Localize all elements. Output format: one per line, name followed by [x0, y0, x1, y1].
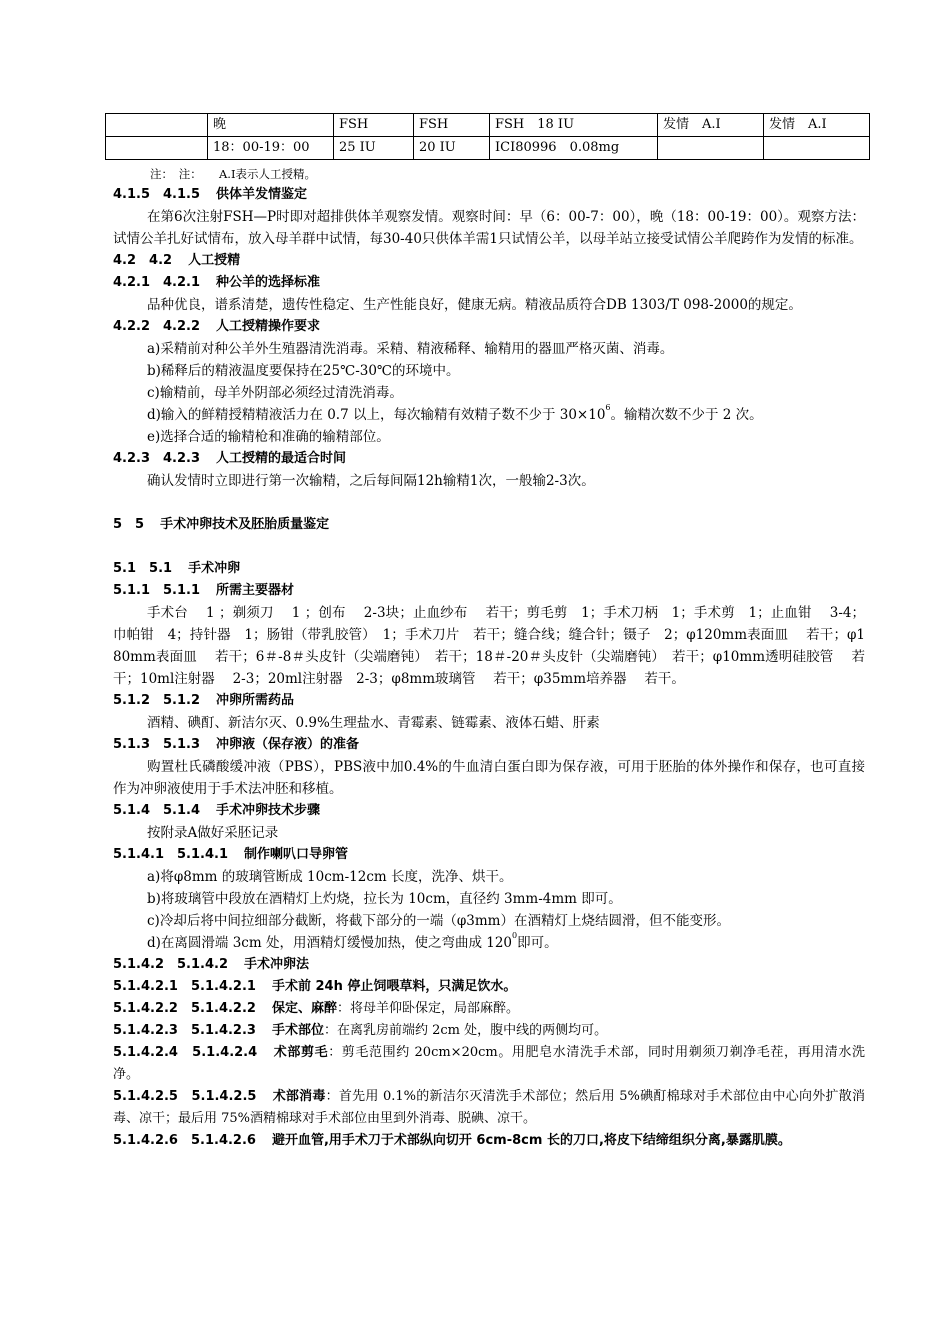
list-item: c)输精前，母羊外阴部必须经过清洗消毒。 [147, 385, 403, 401]
item-5-1-4-2-3: 5.1.4.2.3 5.1.4.2.3 手术部位：在离乳房前端约 2cm 处，腹中线的两侧均可。 [113, 1023, 608, 1038]
heading-5-1-3: 5.1.3 5.1.3 冲卵液（保存液）的准备 [113, 737, 360, 752]
list-item: e)选择合适的输精枪和准确的输精部位。 [147, 429, 390, 445]
heading-5-1-4-2: 5.1.4.2 5.1.4.2 手术冲卵法 [113, 957, 310, 972]
list-item: a)将φ8mm 的玻璃管断成 10cm-12cm 长度，洗净、烘干。 [147, 869, 513, 885]
spacer [113, 536, 865, 558]
table-cell [764, 137, 870, 160]
schedule-table [105, 113, 870, 160]
item-5-1-4-2-6: 5.1.4.2.6 5.1.4.2.6 避开血管,用手术刀于术部纵向切开 6cm-8cm 长的刀口,将皮下结缔组织分离,暴露肌膜。 [113, 1133, 791, 1148]
table-cell: FSH [414, 114, 490, 137]
heading-4-2-1: 4.2.1 4.2.1 种公羊的选择标准 [113, 275, 321, 290]
heading-5-1-4-1: 5.1.4.1 5.1.4.1 制作喇叭口导卵管 [113, 847, 349, 862]
heading-5-1: 5.1 5.1 手术冲卵 [113, 561, 241, 576]
table-cell: 18：00-19：00 [208, 137, 334, 160]
list-item: b)稀释后的精液温度要保持在25℃-30℃的环境中。 [147, 363, 460, 379]
paragraph: 品种优良，谱系清楚，遗传性稳定、生产性能良好，健康无病。精液品质符合DB 1303/T 098-2000的规定。 [147, 297, 802, 313]
table-cell [106, 137, 208, 160]
table-cell: 发情 A.I [764, 114, 870, 137]
heading-5-1-1: 5.1.1 5.1.1 所需主要器材 [113, 583, 295, 598]
list-item: d)在离圆滑端 3cm 处，用酒精灯缓慢加热，使之弯曲成 $120^0$即可。 [147, 931, 558, 951]
heading-5-1-4: 5.1.4 5.1.4 手术冲卵技术步骤 [113, 803, 321, 818]
table-cell: 20 IU [414, 137, 490, 160]
table-cell: FSH 18 IU [490, 114, 658, 137]
list-item: d)输入的鲜精授精精液活力在 0.7 以上，每次输精有效精子数不少于 $30\times 10^6$。输精次数不少于 2 次。 [147, 403, 763, 423]
superscript: 0 [512, 931, 518, 940]
heading-5: 5 5 手术冲卵技术及胚胎质量鉴定 [113, 517, 330, 532]
heading-5-1-2: 5.1.2 5.1.2 冲卵所需药品 [113, 693, 295, 708]
paragraph: 手术台 1 ；剃须刀 1 ；创布 2-3块；止血纱布 若干；剪毛剪 1；手术刀柄 1；手术剪 1；止血钳 3-4；巾帕钳 4；持针器 1；肠钳（带乳胶管） 1；手术刀片 若干；缝合线；缝合针；镊子 2；φ120mm表面皿 若干；φ180mm表面皿 若干；6＃-8＃头皮针（尖端磨钝） 若干；18＃-20＃头皮针（尖端磨钝） 若干；φ10mm透明硅胶管 若干；10ml注射器 2-3；20ml注射器 2-3；φ8mm玻璃管 若干；φ35mm培养器 若干。 [113, 605, 865, 687]
superscript: 6 [605, 403, 611, 412]
table-cell: ICI80996 0.08mg [490, 137, 658, 160]
table-cell [658, 137, 764, 160]
item-5-1-4-2-4: 5.1.4.2.4 5.1.4.2.4 术部剪毛：剪毛范围约 20cm×20cm。用肥皂水清洗手术部，同时用剃须刀剃净毛茬，再用清水洗净。 [113, 1045, 865, 1082]
item-5-1-4-2-1: 5.1.4.2.1 5.1.4.2.1 手术前 24h 停止饲喂草料，只满足饮水。 [113, 979, 517, 994]
paragraph: 按附录A做好采胚记录 [147, 825, 279, 841]
list-item: c)冷却后将中间拉细部分截断，将截下部分的一端（φ3mm）在酒精灯上烧结圆滑，但不能变形。 [147, 913, 730, 929]
table-cell: 发情 A.I [658, 114, 764, 137]
paragraph: 在第6次注射FSH—P时即对超排供体羊观察发情。观察时间：早（6：00-7：00），晚（18：00-19：00）。观察方法：试情公羊扎好试情布，放入母羊群中试情，每30-40只供体羊需1只试情公羊，以母羊站立接受试情公羊爬跨作为发情的标准。 [113, 209, 865, 247]
item-5-1-4-2-2: 5.1.4.2.2 5.1.4.2.2 保定、麻醉：将母羊仰卧保定，局部麻醉。 [113, 1001, 519, 1016]
document-body [113, 184, 865, 1152]
table-row [106, 114, 870, 137]
table-cell: 晚 [208, 114, 334, 137]
paragraph: 确认发情时立即进行第一次输精，之后每间隔12h输精1次，一般输2-3次。 [147, 473, 595, 489]
list-item: b)将玻璃管中段放在酒精灯上灼烧，拉长为 10cm，直径约 3mm-4mm 即可。 [147, 891, 622, 907]
table-cell: FSH [334, 114, 414, 137]
paragraph: 酒精、碘酊、新洁尔灭、0.9%生理盐水、青霉素、链霉素、液体石蜡、肝素 [147, 715, 600, 731]
table-cell: 25 IU [334, 137, 414, 160]
list-item: a)采精前对种公羊外生殖器清洗消毒。采精、精液稀释、输精用的器皿严格灭菌、消毒。 [147, 341, 674, 357]
heading-4-1-5: 4.1.5 4.1.5 供体羊发情鉴定 [113, 187, 308, 202]
table-note: 注： 注： A.I表示人工授精。 [150, 167, 317, 181]
item-5-1-4-2-5: 5.1.4.2.5 5.1.4.2.5 术部消毒：首先用 0.1%的新洁尔灭清洗手术部位；然后用 5%碘酊棉球对手术部位由中心向外扩散消毒、凉干；最后用 75%酒精棉球对手术部位由里到外消毒、脱碘、凉干。 [113, 1089, 865, 1126]
heading-4-2-2: 4.2.2 4.2.2 人工授精操作要求 [113, 319, 321, 334]
table-cell [106, 114, 208, 137]
spacer [113, 492, 865, 514]
heading-4-2: 4.2 4.2 人工授精 [113, 253, 241, 268]
paragraph: 购置杜氏磷酸缓冲液（PBS），PBS液中加0.4%的牛血清白蛋白即为保存液，可用于胚胎的体外操作和保存，也可直接作为冲卵液使用于手术法冲胚和移植。 [113, 759, 865, 797]
heading-4-2-3: 4.2.3 4.2.3 人工授精的最适合时间 [113, 451, 347, 466]
table-row [106, 137, 870, 160]
